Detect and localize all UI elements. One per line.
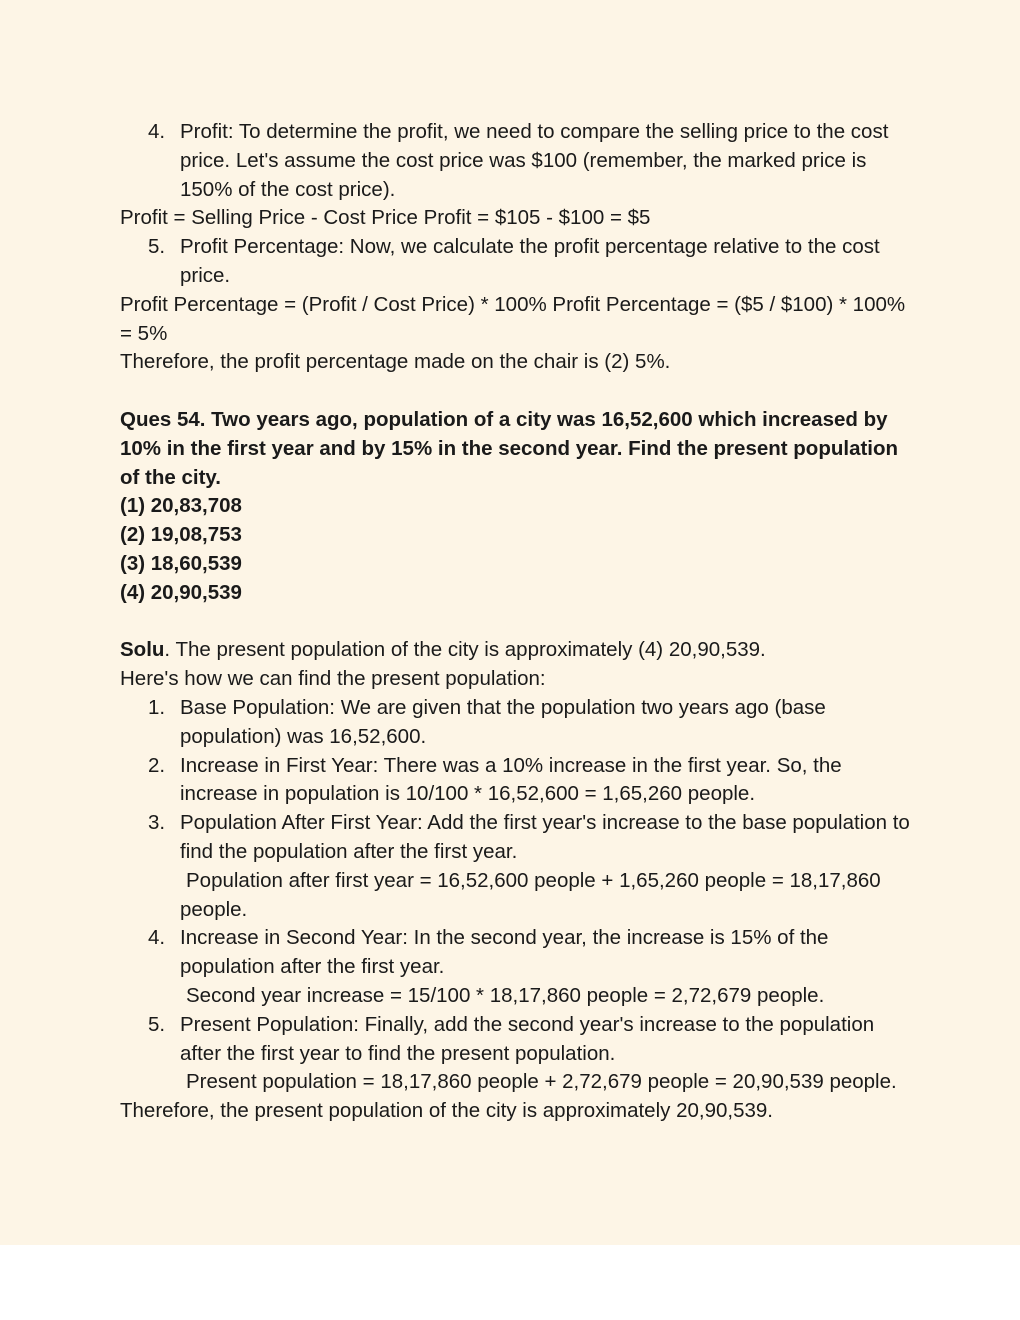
step-number: 1. xyxy=(148,695,166,719)
solution-label: Solu xyxy=(120,638,165,662)
previous-conclusion: Therefore, the profit percentage made on the chair is (2) 5%. xyxy=(120,350,671,374)
list-text: Profit Percentage: Now, we calculate the profit percentage relative to the cost price. xyxy=(180,235,880,287)
step-calculation xyxy=(180,867,910,925)
list-text: Profit: To determine the profit, we need to compare the selling price to the cost price. Let's assume the cost price was $100 (remember, the marked price is 150% of the cost price). xyxy=(180,120,889,201)
step-calculation-text: Present population = 18,17,860 people + 2,72,679 people = 20,90,539 people. xyxy=(186,1070,897,1094)
solution-how: Here's how we can find the present population: xyxy=(120,667,546,691)
step-number: 2. xyxy=(148,753,166,777)
solution-intro-text: . The present population of the city is approximately (4) 20,90,539. xyxy=(164,638,766,662)
solution-step xyxy=(120,694,910,752)
option-2: (2) 19,08,753 xyxy=(120,523,242,547)
step-text: Increase in Second Year: In the second year, the increase is 15% of the population after the first year. xyxy=(180,926,829,979)
page-content xyxy=(120,118,910,1126)
question-text: Ques 54. Two years ago, population of a city was 16,52,600 which increased by 10% in the first year and by 15% in the second year. Find the present population of the city. xyxy=(120,407,899,489)
solution-step xyxy=(120,752,910,810)
option-1: (1) 20,83,708 xyxy=(120,494,242,518)
step-number: 4. xyxy=(148,926,166,950)
solution-step xyxy=(120,1011,910,1097)
option-4: (4) 20,90,539 xyxy=(120,580,242,604)
step-text: Base Population: We are given that the population two years ago (base population) was 16,52,600. xyxy=(180,695,826,748)
step-number: 3. xyxy=(148,811,166,835)
step-calculation-text: Population after first year = 16,52,600 people + 1,65,260 people = 18,17,860 people. xyxy=(180,868,881,921)
step-calculation-text: Second year increase = 15/100 * 18,17,860 people = 2,72,679 people. xyxy=(186,983,825,1007)
step-calculation xyxy=(180,982,910,1011)
step-number: 5. xyxy=(148,1012,166,1036)
step-calculation xyxy=(180,1068,910,1097)
list-item xyxy=(120,233,910,291)
list-item xyxy=(120,118,910,204)
profit-formula: Profit = Selling Price - Cost Price Profit = $105 - $100 = $5 xyxy=(120,206,651,230)
list-number: 5. xyxy=(148,235,166,259)
profit-percentage-formula: Profit Percentage = (Profit / Cost Price) * 100% Profit Percentage = ($5 / $100) * 100% = 5% xyxy=(120,292,906,345)
step-text: Present Population: Finally, add the second year's increase to the population after the first year to find the present population. xyxy=(180,1012,875,1065)
solution-step xyxy=(120,924,910,1010)
solution-intro xyxy=(120,636,910,665)
solution-step xyxy=(120,809,910,924)
option-3: (3) 18,60,539 xyxy=(120,551,242,575)
step-text: Increase in First Year: There was a 10% increase in the first year. So, the increase in population is 10/100 * 16,52,600 = 1,65,260 people. xyxy=(180,753,842,806)
list-number: 4. xyxy=(148,120,166,143)
solution-conclusion: Therefore, the present population of the city is approximately 20,90,539. xyxy=(120,1099,773,1123)
step-text: Population After First Year: Add the first year's increase to the base population to find the population after the first year. xyxy=(180,811,910,863)
